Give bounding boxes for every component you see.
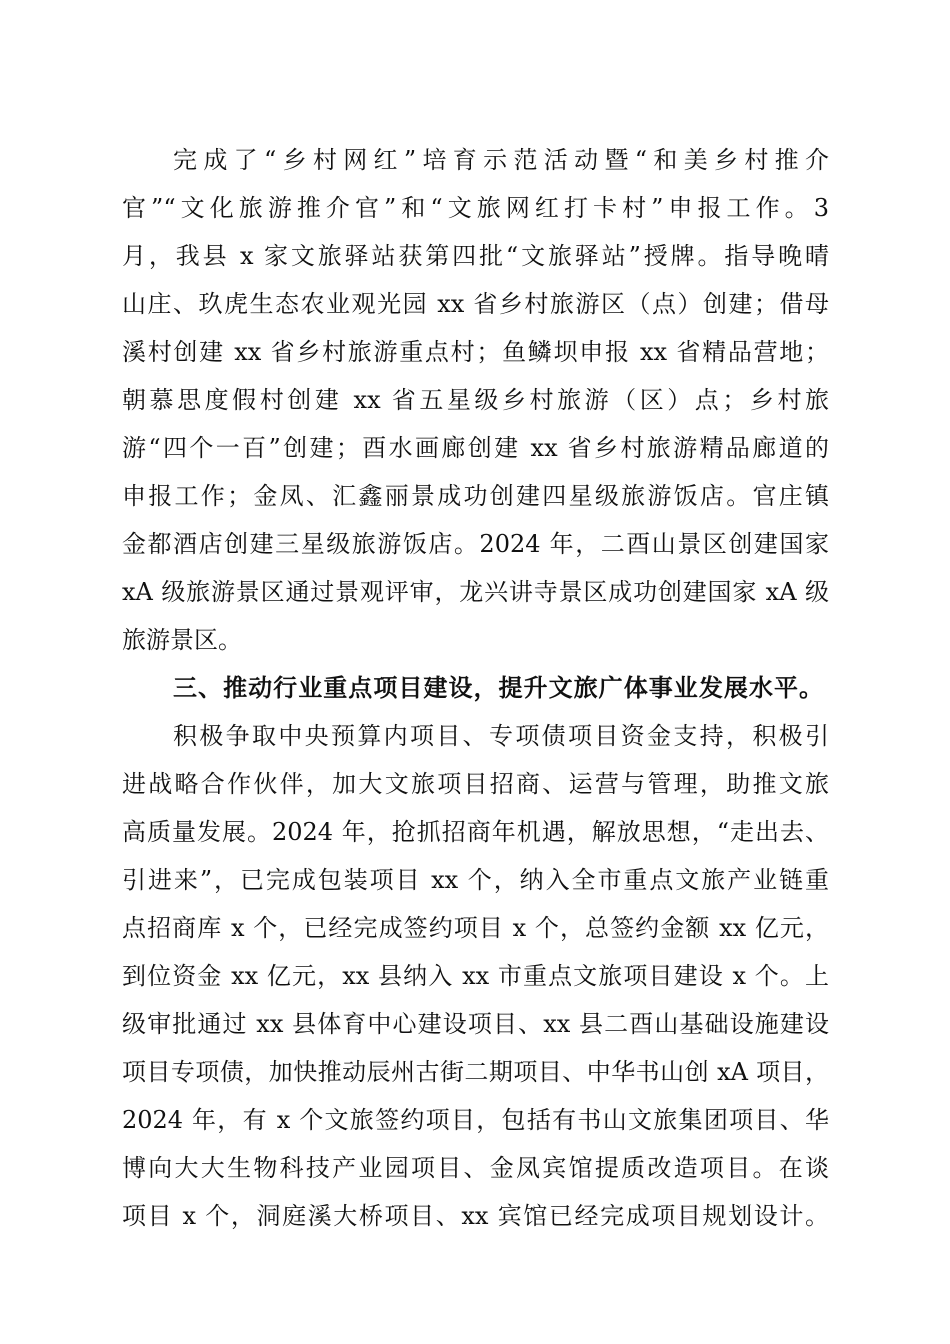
paragraph-line: 月，我县 x 家文旅驿站获第四批“文旅驿站”授牌。指导晚晴 <box>122 242 829 270</box>
paragraph-line: 博向大大生物科技产业园项目、金凤宾馆提质改造项目。在谈 <box>122 1154 829 1182</box>
paragraph-line: 申报工作；金凤、汇鑫丽景成功创建四星级旅游饭店。官庄镇 <box>122 482 829 510</box>
paragraph-line: 2024 年，有 x 个文旅签约项目，包括有书山文旅集团项目、华 <box>122 1106 829 1134</box>
paragraph-line: 官”“文化旅游推介官”和“文旅网红打卡村”申报工作。3 <box>122 194 829 222</box>
paragraph-line: 进战略合作伙伴，加大文旅项目招商、运营与管理，助推文旅 <box>122 770 829 798</box>
paragraph-line: 级审批通过 xx 县体育中心建设项目、xx 县二酉山基础设施建设 <box>122 1010 829 1038</box>
paragraph-line: 朝慕思度假村创建 xx 省五星级乡村旅游（区）点；乡村旅 <box>122 386 829 414</box>
paragraph-line: 项目 x 个，洞庭溪大桥项目、xx 宾馆已经完成项目规划设计。 <box>122 1202 829 1230</box>
paragraph-line: 积极争取中央预算内项目、专项债项目资金支持，积极引 <box>173 722 829 750</box>
paragraph-line: 旅游景区。 <box>122 626 242 654</box>
paragraph-line: 金都酒店创建三星级旅游饭店。2024 年，二酉山景区创建国家 <box>122 530 829 558</box>
paragraph-line: 到位资金 xx 亿元，xx 县纳入 xx 市重点文旅项目建设 x 个。上 <box>122 962 829 990</box>
paragraph-line: 山庄、玖虎生态农业观光园 xx 省乡村旅游区（点）创建；借母 <box>122 290 829 318</box>
paragraph-line: xA 级旅游景区通过景观评审，龙兴讲寺景区成功创建国家 xA 级 <box>122 578 829 606</box>
paragraph-line: 完成了“乡村网红”培育示范活动暨“和美乡村推介 <box>173 146 829 174</box>
section-heading: 三、推动行业重点项目建设，提升文旅广体事业发展水平。 <box>173 674 823 702</box>
paragraph-line: 游“四个一百”创建；酉水画廊创建 xx 省乡村旅游精品廊道的 <box>122 434 829 462</box>
paragraph-line: 引进来”，已完成包装项目 xx 个，纳入全市重点文旅产业链重 <box>122 866 829 894</box>
paragraph-line: 点招商库 x 个，已经完成签约项目 x 个，总签约金额 xx 亿元， <box>122 914 829 942</box>
paragraph-line: 项目专项债，加快推动辰州古街二期项目、中华书山创 xA 项目， <box>122 1058 829 1086</box>
paragraph-line: 高质量发展。2024 年，抢抓招商年机遇，解放思想，“走出去、 <box>122 818 829 846</box>
paragraph-line: 溪村创建 xx 省乡村旅游重点村；鱼鳞坝申报 xx 省精品营地； <box>122 338 829 366</box>
